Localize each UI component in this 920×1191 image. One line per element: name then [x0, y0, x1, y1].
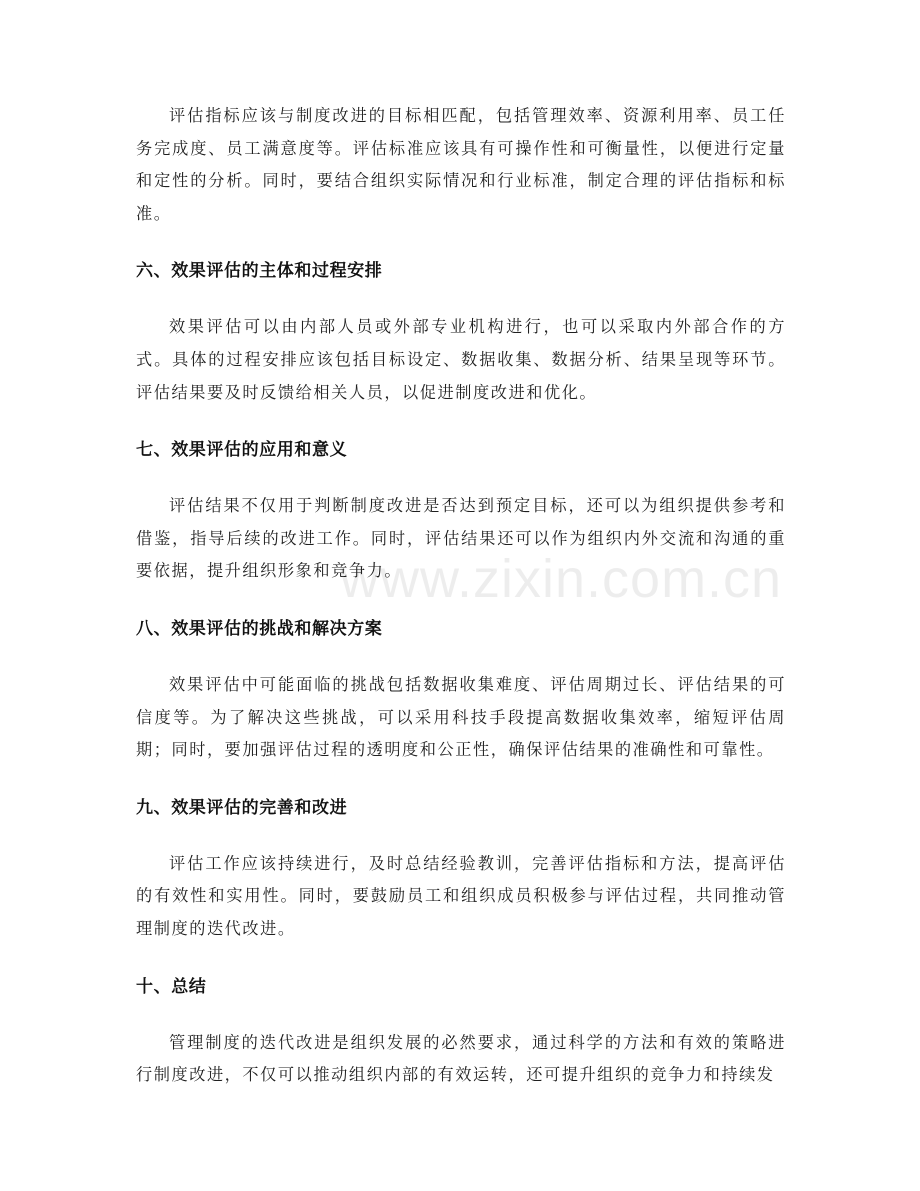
- section-10-paragraph: 管理制度的迭代改进是组织发展的必然要求，通过科学的方法和有效的策略进行制度改进，不仅可以推动组织内部的有效运转，还可提升组织的竞争力和持续发: [136, 1032, 786, 1085]
- section-8-paragraph: 效果评估中可能面临的挑战包括数据收集难度、评估周期过长、评估结果的可信度等。为了解决这些挑战，可以采用科技手段提高数据收集效率，缩短评估周期；同时，要加强评估过程的透明度和公正性，确保评估结果的准确性和可靠性。: [136, 674, 786, 760]
- intro-paragraph: 评估指标应该与制度改进的目标相匹配，包括管理效率、资源利用率、员工任务完成度、员工满意度等。评估标准应该具有可操作性和可衡量性，以便进行定量和定性的分析。同时，要结合组织实际情况和行业标准，制定合理的评估指标和标准。: [136, 106, 786, 223]
- section-6-paragraph: 效果评估可以由内部人员或外部专业机构进行，也可以采取内外部合作的方式。具体的过程安排应该包括目标设定、数据收集、数据分析、结果呈现等环节。评估结果要及时反馈给相关人员，以促进制度改进和优化。: [136, 317, 786, 402]
- section-7-heading: 七、效果评估的应用和意义: [136, 440, 348, 461]
- section-9-paragraph: 评估工作应该持续进行，及时总结经验教训，完善评估指标和方法，提高评估的有效性和实用性。同时，要鼓励员工和组织成员积极参与评估过程，共同推动管理制度的迭代改进。: [136, 853, 786, 938]
- section-10-heading: 十、总结: [136, 976, 207, 997]
- section-6-heading: 六、效果评估的主体和过程安排: [136, 261, 383, 282]
- document-body: [136, 100, 786, 1092]
- watermark-text: www.zixin.com.cn: [340, 549, 783, 609]
- section-9-heading: 九、效果评估的完善和改进: [136, 797, 348, 818]
- section-8-heading: 八、效果评估的挑战和解决方案: [136, 618, 383, 639]
- section-7-paragraph: 评估结果不仅用于判断制度改进是否达到预定目标，还可以为组织提供参考和借鉴，指导后续的改进工作。同时，评估结果还可以作为组织内外交流和沟通的重要依据，提升组织形象和竞争力。: [136, 496, 786, 581]
